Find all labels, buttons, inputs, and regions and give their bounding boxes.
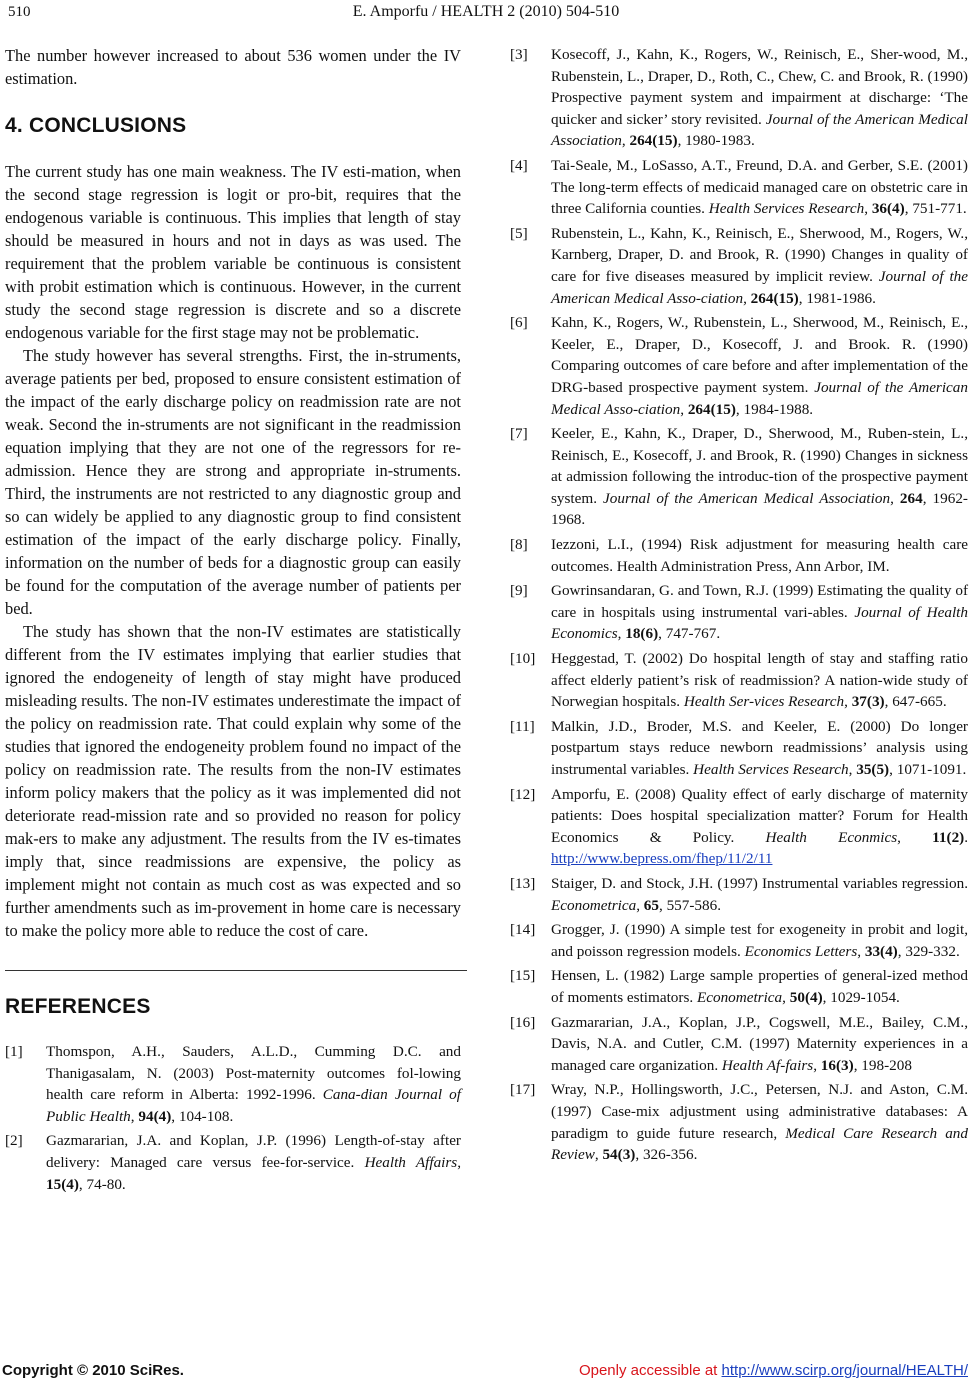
reference-volume: 33(4) <box>864 942 898 960</box>
reference-volume: 54(3) <box>602 1146 636 1164</box>
reference-pages: , 647-665. <box>884 693 947 711</box>
reference-authors-title: Grogger, J. (1990) A simple test for exogeneity in probit and logit, and poisson regression models. <box>551 921 968 960</box>
intro-paragraph: The number however increased to about 536 women under the IV estimation. <box>5 46 461 88</box>
reference-number: [17] <box>510 1081 536 1099</box>
reference-number: [12] <box>510 785 536 803</box>
reference-text <box>551 534 968 577</box>
reference-separator: , <box>457 1153 461 1171</box>
reference-volume: 264(15) <box>629 132 678 150</box>
reference-separator: , <box>813 1056 821 1074</box>
reference-text <box>551 312 968 420</box>
reference-authors-title: Gazmararian, J.A. and Koplan, J.P. (1996) Length-of-stay after delivery: Managed care versus fee-for-service. <box>46 1132 461 1171</box>
reference-item <box>510 965 968 1008</box>
reference-text <box>551 423 968 531</box>
reference-volume: 15(4) <box>46 1175 79 1193</box>
conclusions-heading: 4. CONCLUSIONS <box>5 114 187 137</box>
reference-item <box>510 919 968 962</box>
reference-pages: , 1962-1968. <box>551 489 968 529</box>
reference-pages: . <box>964 828 969 846</box>
reference-journal: Econometrica <box>696 988 783 1006</box>
reference-journal: Health Ser-vices Research <box>683 693 845 711</box>
reference-text <box>551 648 968 713</box>
reference-text <box>551 223 968 309</box>
reference-item <box>510 44 968 152</box>
reference-separator: , <box>864 200 872 218</box>
reference-text <box>551 44 968 152</box>
reference-authors-title: Staiger, D. and Stock, J.H. (1997) Instrumental variables regression. <box>551 874 968 892</box>
reference-item <box>5 1130 461 1195</box>
reference-item <box>510 423 968 531</box>
reference-separator: , <box>857 942 865 960</box>
reference-journal: Health Services Research <box>693 761 849 778</box>
reference-number: [2] <box>5 1132 23 1150</box>
reference-separator: , <box>680 400 688 418</box>
reference-number: [14] <box>510 921 536 939</box>
reference-number: [1] <box>5 1043 23 1060</box>
reference-item <box>510 223 968 309</box>
reference-authors-title: Malkin, J.D., Broder, M.S. and Keeler, E. (2000) Do longer postpartum stays reduce newborn readmissions’ analysis using instrumental variables. <box>551 717 968 778</box>
reference-text <box>551 784 968 870</box>
reference-journal: Journal of the American Medical Association <box>603 489 891 507</box>
reference-authors-title: Tai-Seale, M., LoSasso, A.T., Freund, D.A. and Gerber, S.E. (2001) The long-term effects of medicaid managed care on obstetric care in three California counties. <box>551 156 968 218</box>
reference-authors-title: Iezzoni, L.I., (1994) Risk adjustment for measuring health care outcomes. Health Administration Press, Ann Arbor, IM. <box>551 536 968 575</box>
reference-authors-title: Keeler, E., Kahn, K., Draper, D., Sherwood, M., Ruben-stein, L., Reinisch, E., Kosecoff, J. and Brook, R. (1990) Changes in sickness at admission following the introduc-tion of the prospective payment system. <box>551 425 968 507</box>
reference-text <box>551 716 968 781</box>
reference-journal: Journal of Health Economics <box>551 603 968 643</box>
references-list-left <box>5 1041 461 1195</box>
reference-text <box>46 1130 461 1195</box>
open-access-label: Openly accessible at <box>578 1362 722 1379</box>
reference-pages: , 329-332. <box>897 942 960 960</box>
reference-number: [13] <box>510 874 536 892</box>
reference-journal: Journal of the American Medical Asso-ciation <box>551 267 968 307</box>
reference-separator: , <box>621 132 630 150</box>
journal-link[interactable]: http://www.scirp.org/journal/HEALTH/ <box>721 1362 968 1379</box>
reference-journal: Health Econmics <box>765 828 898 846</box>
reference-number: [11] <box>510 717 535 735</box>
reference-pages: , 1071-1091. <box>889 761 967 778</box>
reference-pages: , 198-208 <box>853 1056 912 1074</box>
reference-authors-title: Gowrinsandaran, G. and Town, R.J. (1999) Estimating the quality of care in hospitals using instrumental vari-ables. <box>551 582 968 621</box>
reference-volume: 264(15) <box>750 289 799 307</box>
reference-number: [16] <box>510 1013 536 1031</box>
reference-number: [6] <box>510 314 528 332</box>
reference-volume: 18(6) <box>625 625 659 643</box>
reference-volume: 36(4) <box>871 200 905 218</box>
reference-authors-title: Thomspon, A.H., Sauders, A.L.D., Cumming D.C. and Thanigasalam, N. (2003) Post-maternity outcomes fol-lowing health care reform in Alberta: 1992-1996. <box>46 1043 461 1104</box>
reference-separator: , <box>782 988 790 1006</box>
reference-authors-title: Rubenstein, L., Kahn, K., Reinisch, E., Sherwood, M., Rogers, W., Karnberg, Draper, D. and Brook, R. (1990) Changes in quality of care for five diseases measured by implicit review. <box>551 224 968 285</box>
reference-authors-title: Gazmararian, J.A., Koplan, J.P., Cogswell, M.E., Bailey, C.M., Davis, N.A. and Cutler, C.M. (1997) Maternity experiences in a managed care organization. <box>551 1013 968 1074</box>
reference-item <box>510 873 968 916</box>
page-footer <box>0 1360 972 1384</box>
reference-volume: 37(3) <box>851 693 885 711</box>
reference-separator: , <box>890 489 900 507</box>
reference-number: [7] <box>510 425 528 443</box>
reference-text <box>551 965 968 1008</box>
reference-pages: , 104-108. <box>171 1107 234 1125</box>
reference-journal: Journal of the American Medical Asso-ciation <box>551 378 968 418</box>
reference-item <box>510 155 968 220</box>
page-number: 510 <box>8 4 31 20</box>
reference-separator: , <box>743 289 751 307</box>
running-head: E. Amporfu / HEALTH 2 (2010) 504-510 <box>352 3 620 20</box>
reference-volume: 16(3) <box>820 1056 854 1074</box>
reference-authors-title: Kosecoff, J., Kahn, K., Rogers, W., Reinisch, E., Sher-wood, M., Rubenstein, L., Draper, D., Roth, C., Chew, C. and Brook, R. (1990) Prospective payment system and impairment at discharge: ‘The quicker and sicker’ story revisited. <box>551 46 968 128</box>
reference-number: [9] <box>510 582 528 600</box>
reference-pages: , 557-586. <box>658 896 721 914</box>
references-list-right <box>510 44 968 1166</box>
reference-separator: , <box>617 625 626 643</box>
reference-number: [10] <box>510 650 536 668</box>
reference-pages: , 1984-1988. <box>735 400 814 418</box>
reference-item <box>5 1041 461 1127</box>
reference-text <box>551 1012 968 1077</box>
reference-number: [8] <box>510 536 528 554</box>
reference-pages: , 1980-1983. <box>677 132 755 150</box>
reference-journal: Economics Letters <box>744 942 858 960</box>
reference-item <box>510 580 968 645</box>
reference-authors-title: Hensen, L. (1982) Large sample properties of general-ized method of moments estimators. <box>551 967 968 1006</box>
reference-journal: Econometrica <box>551 896 637 914</box>
reference-volume: 35(5) <box>856 761 890 778</box>
reference-pages: , 1029-1054. <box>822 988 900 1006</box>
reference-number: [5] <box>510 224 528 242</box>
reference-separator: , <box>844 693 852 711</box>
reference-link[interactable]: http://www.bepress.om/fhep/11/2/11 <box>551 850 773 868</box>
right-column <box>510 44 968 1169</box>
reference-separator: , <box>897 828 933 846</box>
section-divider <box>5 970 467 971</box>
reference-authors-title: Heggestad, T. (2002) Do hospital length of stay and staffing ratio affect elderly patient’s risk of readmission? A nation-wide study of Norwegian hospitals. <box>551 650 968 711</box>
reference-item <box>510 1012 968 1077</box>
reference-pages: , 1981-1986. <box>798 289 876 307</box>
copyright-notice: Copyright © 2010 SciRes. <box>2 1362 184 1379</box>
reference-volume: 11(2) <box>932 828 965 846</box>
reference-separator: , <box>130 1107 139 1125</box>
reference-journal: Cana-dian Journal of Public Health <box>46 1086 461 1125</box>
reference-pages: , 747-767. <box>658 625 721 643</box>
open-access-notice <box>579 1362 968 1379</box>
reference-pages: , 74-80. <box>78 1175 126 1193</box>
reference-item <box>510 784 968 870</box>
reference-volume: 50(4) <box>789 988 823 1006</box>
reference-separator: , <box>636 896 644 914</box>
reference-item <box>510 312 968 420</box>
reference-volume: 264 <box>899 489 923 507</box>
reference-item <box>510 534 968 577</box>
reference-separator: , <box>848 761 857 778</box>
reference-item <box>510 1079 968 1165</box>
conclusion-paragraph-3: The study has shown that the non-IV estimates are statistically different from the IV estimates implying that earlier studies that ignored the endogeneity of length of stay might have produced misleading results. The non-IV estimates underestimate the impact of the policy on readmission rate. That could explain why some of the studies that ignored the endogeneity problem found no impact of the policy on readmission rate. The results from the non-IV estimates inform policy makers that the policy as it was implemented did not deteriorate read-mission rate and so provided no reason for policy mak-ers to make any adjustment. The results from the IV es-timates imply that, since readmissions are expensive, the policy as implement might not contain as much cost as was expected and so further amendments such as im-provement in home care is necessary to make the policy more able to reduce the cost of care. <box>5 622 461 940</box>
reference-pages: , 751-771. <box>904 200 967 218</box>
reference-separator: , <box>594 1146 603 1164</box>
reference-number: [4] <box>510 156 528 174</box>
reference-item <box>510 716 968 781</box>
references-heading: REFERENCES <box>5 995 151 1018</box>
conclusion-paragraph-2: The study however has several strengths. First, the in-struments, average patients per bed, proposed to ensure consistent estimation of the impact of the early discharge policy on readmission rate are not weak. Second the in-struments are not significant in the readmission equation implying that they are not one of the regressors for re-admission. Hence they are strong and appropriate in-struments. Third, the instruments are not restricted to any diagnostic group and so can widely be applied to any diagnostic group to find consistent estimation of the impact of the early discharge policy. Finally, information on the number of beds for a diagnostic group can easily be found for the computation of the average number of patients per bed. <box>5 346 461 618</box>
reference-number: [15] <box>510 967 536 985</box>
reference-pages: , 326-356. <box>635 1146 698 1164</box>
reference-journal: Journal of the American Medical Association <box>551 110 968 150</box>
reference-text <box>46 1041 461 1127</box>
reference-journal: Health Services Research <box>708 200 865 218</box>
reference-text <box>551 1079 968 1165</box>
reference-text <box>551 155 968 220</box>
reference-text <box>551 873 968 916</box>
left-column <box>5 44 461 1198</box>
reference-number: [3] <box>510 46 528 63</box>
reference-journal: Health Affairs <box>364 1153 458 1171</box>
reference-authors-title: Wray, N.P., Hollingsworth, J.C., Petersen, N.J. and Aston, C.M. (1997) Case-mix adjustment using administrative databases: A paradigm to guide future research, <box>551 1081 968 1142</box>
reference-authors-title: Kahn, K., Rogers, W., Rubenstein, L., Sherwood, M., Reinisch, E., Keeler, E., Draper, D., Kosecoff, J. and Brook. R. (1990) Comparing outcomes of care before and after implementation of the DRG-based prospective payment system. <box>551 314 968 396</box>
reference-volume: 65 <box>643 896 659 914</box>
reference-volume: 94(4) <box>138 1107 172 1125</box>
reference-volume: 264(15) <box>687 400 736 418</box>
reference-authors-title: Amporfu, E. (2008) Quality effect of early discharge of maternity patients: Does hospital specialization matter? Forum for Health Economics & Policy. <box>551 785 968 846</box>
reference-item <box>510 648 968 713</box>
reference-text <box>551 919 968 962</box>
reference-journal: Health Af-fairs <box>721 1056 814 1074</box>
reference-text <box>551 580 968 645</box>
conclusion-paragraph-1: The current study has one main weakness. The IV esti-mation, when the second stage regression is logit or pro-bit, requires that the endogenous variable is continuous. This implies that length of stay should be measured in hours and not in days as was used. The requirement that the problem variable be continuous is consistent with probit estimation which is continuous. However, in the current study the second stage regression is discrete and so a discrete endogenous variable for the first stage may not be problematic. <box>5 162 461 342</box>
reference-journal: Medical Care Research and Review <box>551 1124 968 1164</box>
